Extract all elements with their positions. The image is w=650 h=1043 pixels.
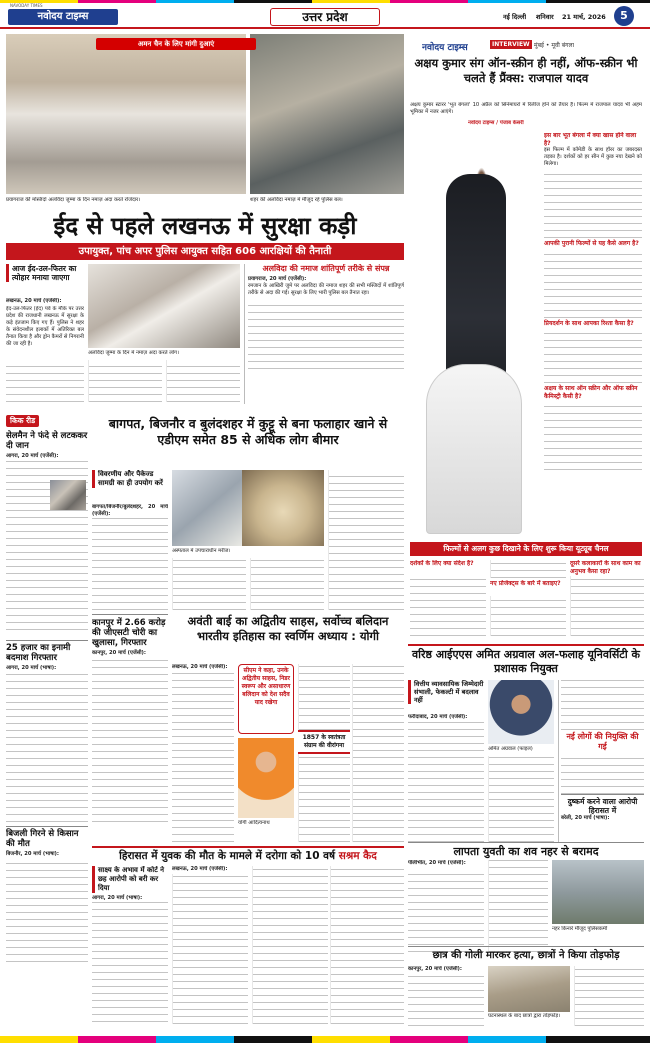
main-text-lines: [6, 362, 84, 402]
interview-headline: अक्षय कुमार संग ऑन-स्क्रीन ही नहीं, ऑफ-स्क्रीन भी चलते हैं प्रैंक्स: राजपाल यादव: [414, 56, 638, 85]
kick-read-column: [6, 408, 88, 1028]
student-photo: [488, 966, 570, 1012]
agrawal-headline: वरिष्ठ आईएएस अमित अग्रवाल अल-फलाह यूनिवर्सिटी के प्रशासक नियुक्त: [408, 644, 644, 676]
interview-lines-4: [544, 400, 642, 470]
interview-q4: अक्षय के साथ ऑन स्क्रीन और ऑफ स्क्रीन कैमिस्ट्री कैसी है?: [544, 385, 638, 400]
kanpur-story: [92, 614, 168, 844]
interview-lines-3: [544, 327, 642, 383]
kick-photo: [50, 480, 86, 510]
alvida-headline: अलविदा की नमाज शांतिपूर्ण तरीके से संपन्न: [262, 264, 390, 273]
yogi-lines-3: [352, 664, 404, 842]
main-body: ईद-उल-फितर (ईद) पर्व के मौके पर उत्तर प्रदेश की राजधानी लखनऊ में सुरक्षा के कड़े इंतजाम किए गए हैं। पुलिस ने शहर के संवेदनशील इलाकों में अतिरिक्त बल तैनात किया है और ड्रोन कैमरों से निगरानी की जा रही है।: [6, 306, 84, 347]
interview-a1: इस फिल्म में कॉमेडी के साथ हॉरर का जबरदस्त तड़का है। दर्शकों को हर सीन में कुछ नया देखने को मिलेगा।: [544, 147, 642, 167]
yogi-photo: [238, 738, 294, 818]
kick-dateline-3: बिजनौर, 20 मार्च (भाषा):: [6, 851, 59, 857]
interview-q3: प्रियदर्शन के साथ आपका रिश्ता कैसा है?: [544, 319, 634, 327]
woman-lines-1: [408, 868, 484, 952]
agrawal-photo-caption: अमित अग्रवाल (फाइल): [488, 746, 533, 752]
agrawal-side-head: नई लोगों की नियुक्ति की गई: [566, 732, 639, 751]
main-photo-caption: अलविदा जुम्मा के दिन में नमाज़ अदा करते लोग।: [88, 350, 179, 356]
kanpur-lines: [92, 657, 168, 822]
woman-lines-2: [488, 860, 548, 952]
masthead: [0, 3, 650, 29]
masthead-brand: नवोदय टाइम्स: [8, 9, 118, 25]
masthead-day: शनिवार: [536, 13, 554, 21]
custody-lines-1: [92, 902, 168, 1022]
yogi-lines-1: [172, 672, 234, 842]
agrawal-photo: [488, 680, 554, 744]
custody-headline-b: सश्रम कैद: [338, 850, 377, 862]
custody-lines-4: [330, 866, 404, 1024]
agrawal-lines-1: [408, 722, 484, 842]
banner: अमन चैन के लिए मांगी दुआएं: [96, 38, 256, 50]
top-left-photo-block: [6, 34, 404, 210]
kanpur-headline: कानपुर में 2.66 करोड़ की जीएसटी चोरी का खुलासा, गिरफ्तार: [92, 618, 166, 648]
alvida-story: [244, 264, 404, 404]
interview-q2: आपकी पुरानी फिल्मों से यह कैसे अलग है?: [544, 240, 639, 247]
interview-q6: नए प्रोजेक्ट्स के बारे में बताइए?: [490, 580, 561, 587]
baghpat-tag-text: विवरणीय और पैकेज्ड सामग्री का ही उपयोग करें: [92, 470, 168, 488]
baghpat-lines-3: [250, 558, 324, 610]
main-col-3-lines: [166, 360, 240, 402]
kick-label: किक रीड: [6, 415, 39, 427]
baghpat-lines-1: [92, 518, 168, 610]
yogi-quote-text: सीएम ने कहा, उनके अद्वितीय साहस, निडर स्वरूप और असाधारण बलिदान को देश सदैव याद रखेगा: [241, 667, 291, 706]
baghpat-lines-2: [172, 558, 246, 610]
interview-chair: [426, 364, 522, 534]
custody-lines-3: [252, 866, 328, 1024]
side-head-text: आज ईद-उल-फितर का त्योहार मनाया जाएगा: [6, 264, 84, 282]
yogi-pullquote-text: 1857 के स्वतंत्रता संग्राम की वीरांगना: [302, 734, 346, 749]
interview-brand: नवोदय टाइम्स: [422, 43, 468, 53]
kick-lines-3: [6, 858, 88, 962]
interview-lines-6b: [490, 596, 566, 636]
woman-headline: लापता युवती का शव नहर से बरामद: [408, 842, 644, 859]
photo-police: [250, 34, 404, 194]
alvida-lines: [248, 299, 404, 369]
baghpat-photo-2: [242, 470, 324, 546]
interview-lines-5: [410, 576, 486, 636]
agrawal-tag: [408, 680, 484, 704]
baghpat-tag: [92, 470, 168, 488]
baghpat-dateline: बागपत/बिजनौर/बुलंदशहर, 20 मार्च (एजेंसी):: [92, 504, 168, 517]
yogi-dateline: लखनऊ, 20 मार्च (एजेंसी):: [172, 664, 228, 670]
student-photo-caption: घटनास्थल के बाद छात्रों द्वारा तोड़फोड़।: [488, 1013, 561, 1019]
student-dateline: कानपुर, 20 मार्च (एजेंसी):: [408, 966, 463, 972]
student-lines-2: [574, 966, 644, 1026]
yogi-pullquote: [298, 730, 350, 754]
kick-head-1: सेलमैन ने फंदे से लटककर दी जान: [6, 431, 88, 451]
yogi-quote: [238, 664, 294, 734]
photo-prayer: [6, 34, 246, 194]
interview-lines-6: [490, 560, 566, 578]
custody-lines-2: [172, 874, 248, 1024]
custody-headline-a: हिरासत में युवक की मौत के मामले में दरोगा को 10 वर्ष: [119, 850, 336, 862]
photo-caption-2: शहर की अलविदा नमाज़ में मौजूद रहे पुलिस बल।: [250, 197, 343, 203]
agrawal-side-lines-1: [561, 680, 644, 730]
agrawal-side: [558, 680, 644, 842]
registration-bar-bottom: [0, 1036, 650, 1043]
kick-lines-2: [6, 672, 88, 822]
alvida-dateline: प्रयागराज, 20 मार्च (एजेंसी):: [248, 276, 307, 282]
interview-qa: [544, 132, 642, 540]
custody-headline: [92, 846, 404, 862]
baghpat-headline: बागपत, बिजनौर व बुलंदशहर में कुट्टू से बना फलाहार खाने से एडीएम समेत 85 से अधिक लोग बीमार: [108, 416, 388, 447]
baghpat-photo-1: [172, 470, 242, 546]
interview-lines-7: [570, 576, 644, 636]
main-headline: ईद से पहले लखनऊ में सुरक्षा कड़ी: [53, 212, 357, 240]
main-col-2-lines: [88, 360, 162, 402]
kanpur-dateline: कानपुर, 20 मार्च (एजेंसी):: [92, 650, 147, 656]
agrawal-tag-text: वित्तीय व्यावसायिक जिम्मेदारी संभाली, फेकल्टी में बदलाव नहीं: [408, 680, 484, 704]
page-number: 5: [614, 6, 634, 26]
kick-dateline-2: आगरा, 20 मार्च (भाषा):: [6, 665, 57, 671]
student-lines-1: [408, 974, 484, 1026]
yogi-photo-caption: योगी आदित्यनाथ: [238, 820, 270, 826]
main-dateline: लखनऊ, 20 मार्च (एजेंसी):: [6, 298, 62, 304]
agrawal-dateline: फरीदाबाद, 20 मार्च (एजेंसी):: [408, 714, 468, 720]
photo-caption-1: प्रयागराज की मस्जिदों अलविदा जुम्मा के दिन नमाज़ अदा करते रोजेदार।: [6, 197, 141, 203]
section-title: उत्तर प्रदेश: [270, 8, 380, 26]
custody-dateline-2: लखनऊ, 20 मार्च (एजेंसी):: [172, 866, 228, 872]
photo-namaz: [88, 264, 240, 348]
masthead-date: 21 मार्च, 2026: [562, 13, 606, 21]
agrawal-lines-2: [488, 756, 554, 842]
interview-block: [408, 34, 644, 561]
alvida-body: रमजान के आखिरी जुमे पर अलविदा की नमाज शहर की सभी मस्जिदों में शांतिपूर्ण तरीके से अदा की गई। सुरक्षा के लिए भारी पुलिस बल तैनात रहा।: [248, 283, 404, 296]
interview-byline: नवोदय टाइम्स / पंजाब केसरी: [468, 120, 524, 126]
agrawal-side-lines-2: [561, 754, 644, 794]
main-side-head: [6, 264, 84, 282]
yt-bar: फिल्मों से अलग कुछ दिखाने के लिए शुरू किया यूट्यूब चैनल: [410, 542, 642, 556]
interview-tag: INTERVIEW: [492, 41, 530, 48]
custody-side: [92, 866, 168, 1022]
woman-photo: [552, 860, 644, 924]
student-headline: छात्र की गोली मारकर हत्या, छात्रों ने किया तोड़फोड़: [408, 946, 644, 963]
yogi-headline: अवंती बाई का अद्वितीय साहस, सर्वोच्च बलिदान भारतीय इतिहास का स्वर्णिम अध्याय : योगी: [187, 614, 389, 643]
custody-side-head: साक्ष्य के अभाव में कोर्ट ने छह आरोपी को बरी कर दिया: [92, 866, 168, 893]
baghpat-lines-4: [328, 470, 404, 610]
interview-lines-2: [544, 248, 642, 318]
masthead-small-top: NAVODAY TIMES: [10, 3, 43, 8]
baghpat-photo-caption: अस्पताल में उपचाराधीन मरीज।: [172, 548, 231, 554]
interview-intro: अक्षय कुमार स्टारर 'भूत बंगला' 10 अप्रैल को सिनेमाघरों में रिलीज होने को तैयार है। फिल्म में राजपाल यादव भी अहम भूमिका में नजर आएंगे।: [410, 102, 642, 115]
interview-q1: इस बार भूत बंगला में क्या खास होने वाला है?: [544, 132, 637, 147]
custody-dateline: आगरा, 20 मार्च (भाषा):: [92, 895, 143, 901]
interview-bottom: [410, 560, 644, 640]
kick-dateline-1: आगरा, 20 मार्च (एजेंसी):: [6, 453, 59, 459]
kick-head-3: बिजली गिरने से किसान की मौत: [6, 826, 88, 849]
kick-head-2: 25 हजार का इनामी बदमाश गिरफ्तार: [6, 640, 88, 663]
masthead-city: नई दिल्ली: [503, 13, 527, 21]
agrawal-dateline-2: बरेली, 20 मार्च (भाषा):: [561, 815, 610, 821]
woman-dateline: पीलीभीत, 20 मार्च (एजेंसी):: [408, 860, 466, 866]
main-subhead: उपायुक्त, पांच अपर पुलिस आयुक्त सहित 606 आरक्षियों की तैनाती: [6, 243, 404, 260]
interview-q7: दूसरे कलाकारों के साथ काम का अनुभव कैसा रहा?: [570, 560, 641, 575]
agrawal-side-head-2: दुष्कर्म करने वाला आरोपी हिरासत में: [561, 794, 644, 815]
interview-tag-2: मुंबई • मूवी बंगला: [534, 42, 575, 49]
woman-photo-caption: नहर किनारे मौजूद पुलिसकर्मी: [552, 926, 608, 932]
interview-q5: दर्शकों के लिए क्या संदेश है?: [410, 560, 474, 567]
interview-lines-1: [544, 168, 642, 238]
